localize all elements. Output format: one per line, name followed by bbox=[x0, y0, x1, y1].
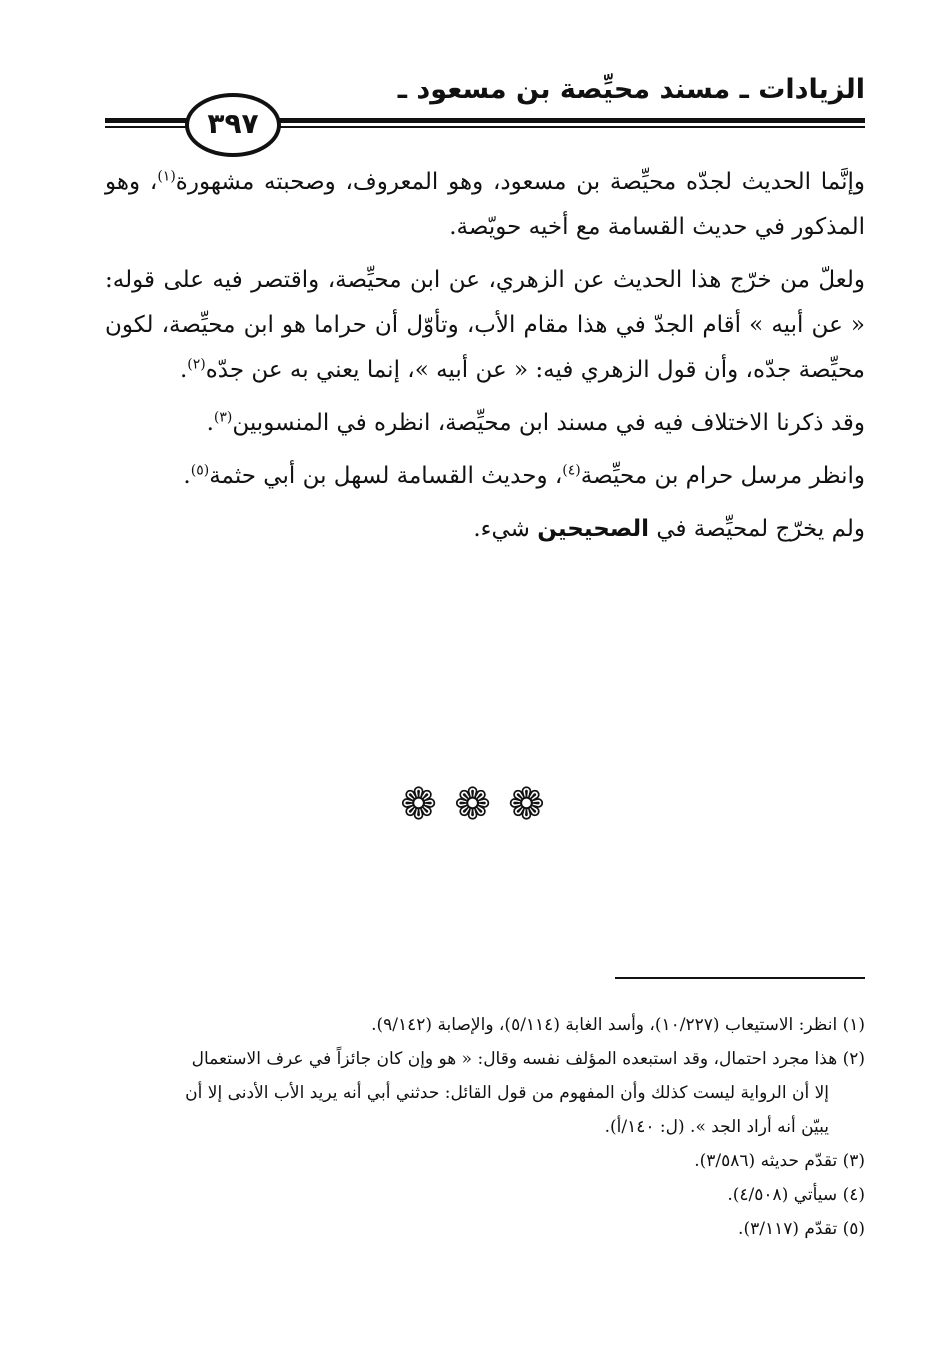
paragraph-3-text-b: . bbox=[206, 410, 214, 436]
paragraph-3-text-a: وقد ذكرنا الاختلاف فيه في مسند ابن محيِّصة، انظره في المنسوبين bbox=[232, 410, 865, 436]
paragraph-3 bbox=[105, 401, 865, 446]
footnote-ref-1: (١) bbox=[157, 168, 176, 185]
footnote-5: (٥) تقدّم (٣/١١٧). bbox=[738, 1219, 865, 1239]
footnote-1: (١) انظر: الاستيعاب (١٠/٢٢٧)، وأسد الغابة (٥/١١٤)، والإصابة (٩/١٤٢). bbox=[371, 1015, 865, 1035]
flower-ornament-icon: ❁ bbox=[454, 779, 491, 830]
paragraph-1-text-a: وإنَّما الحديث لجدّه محيِّصة بن مسعود، وهو المعروف، وصحبته مشهورة bbox=[175, 169, 866, 195]
footnote-2-line-3: يبيّن أنه أراد الجد ». (ل: ١٤٠/أ). bbox=[604, 1117, 829, 1137]
paragraph-4-text-c: . bbox=[183, 463, 191, 489]
paragraph-1 bbox=[105, 160, 865, 250]
paragraph-2-text-a: ولعلّ من خرّج هذا الحديث عن الزهري، عن ابن محيِّصة، واقتصر فيه على قوله: « عن أبيه » أقام الجدّ في هذا مقام الأب، وتأوّل أن حراما هو ابن محيِّصة، لكون محيِّصة جدّه، وأن قول الزهري فيه: « عن أبيه »، إنما يعني به عن جدّه bbox=[105, 267, 865, 383]
footnote-ref-5: (٥) bbox=[190, 462, 210, 479]
paragraph-1-text-b: ، وهو المذكور في حديث القسامة مع أخيه حويّصة. bbox=[105, 169, 865, 240]
body-text bbox=[105, 160, 865, 552]
footnote-2-line-2: إلا أن الرواية ليست كذلك وأن المفهوم من قول القائل: حدثني أبي أنه يريد الأب الأدنى إلا أن bbox=[185, 1083, 829, 1103]
paragraph-4 bbox=[105, 454, 865, 499]
paragraph-5-text-b: شيء. bbox=[473, 516, 538, 542]
flower-ornament-icon: ❁ bbox=[508, 779, 545, 830]
paragraph-2 bbox=[105, 258, 865, 393]
section-ornaments bbox=[0, 780, 945, 830]
footnotes bbox=[105, 1008, 865, 1246]
paragraph-4-text-a: وانظر مرسل حرام بن محيِّصة bbox=[580, 463, 865, 489]
paragraph-5-text-a: ولم يخرّج لمحيِّصة في bbox=[649, 516, 865, 542]
paragraph-4-text-b: ، وحديث القسامة لسهل بن أبي حثمة bbox=[209, 463, 563, 489]
footnote-3: (٣) تقدّم حديثه (٣/٥٨٦). bbox=[694, 1151, 865, 1171]
footnote-ref-3: (٣) bbox=[213, 409, 233, 426]
flower-ornament-icon: ❁ bbox=[400, 779, 437, 830]
footnote-ref-4: (٤) bbox=[562, 462, 581, 479]
paragraph-5 bbox=[105, 507, 865, 552]
footnote-2-line-1: (٢) هذا مجرد احتمال، وقد استبعده المؤلف نفسه وقال: « هو وإن كان جائزاً في عرف الاستعمال bbox=[191, 1049, 865, 1069]
sahihayn-bold: الصحيحين bbox=[537, 516, 650, 542]
footnote-ref-2: (٢) bbox=[187, 356, 206, 373]
running-title: الزيادات ـ مسند محيِّصة بن مسعود ـ bbox=[397, 74, 865, 105]
page-number: ٣٩٧ bbox=[185, 93, 281, 157]
paragraph-2-text-b: . bbox=[179, 357, 188, 383]
footnote-4: (٤) سيأتي (٤/٥٠٨). bbox=[727, 1185, 865, 1205]
footnote-separator bbox=[615, 977, 865, 979]
